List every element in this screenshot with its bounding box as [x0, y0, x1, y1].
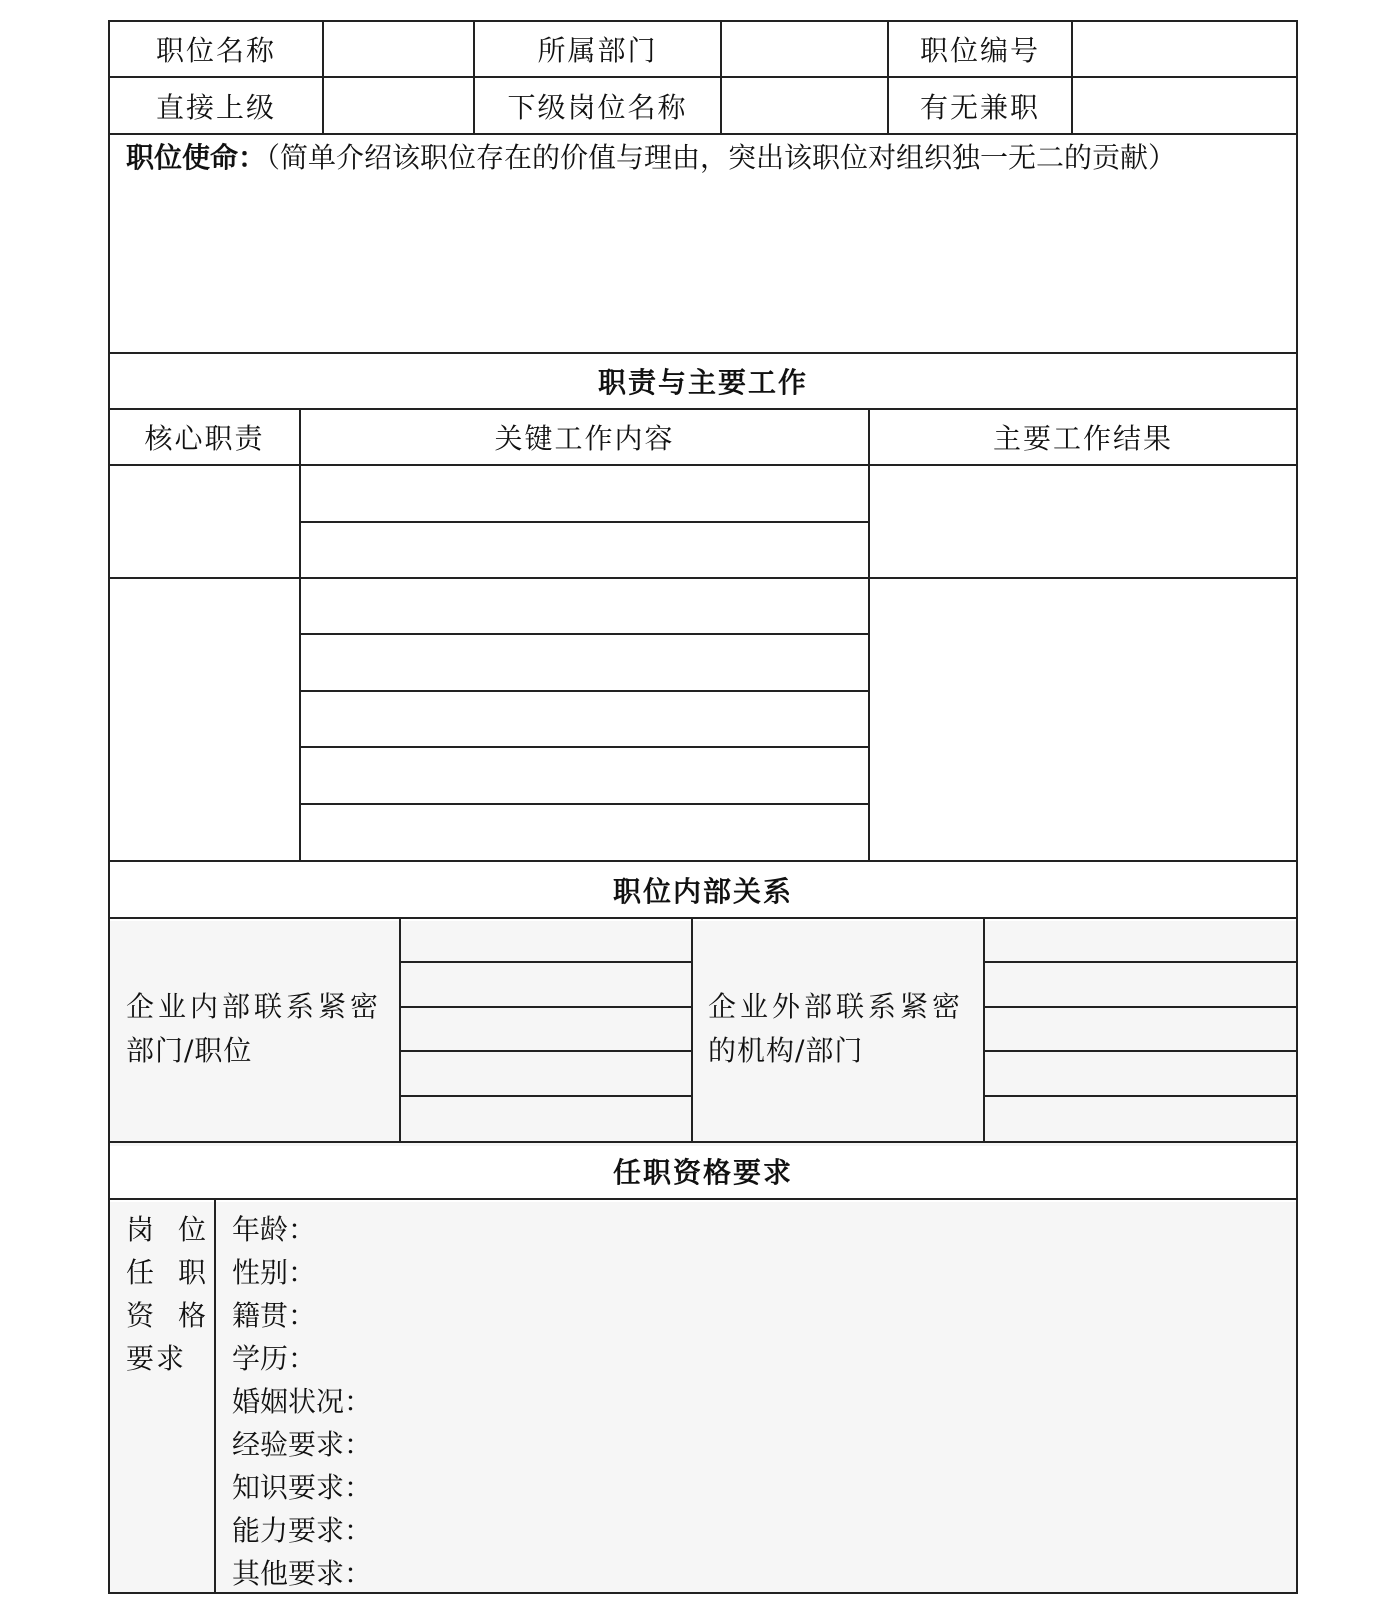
internal-relations-label [126, 985, 382, 1073]
qual-gender: 性别： [232, 1256, 317, 1289]
qualifications-side-label [126, 1208, 230, 1380]
rule [299, 521, 870, 523]
label-part-time: 有无兼职 [919, 90, 1040, 124]
input-part-time[interactable] [1073, 78, 1296, 133]
side-line-2: 任职 [126, 1256, 231, 1289]
duties-title: 职责与主要工作 [597, 366, 808, 399]
mission-label: 职位使命： [126, 141, 267, 174]
rule [299, 803, 870, 805]
qual-other: 其他要求： [232, 1557, 373, 1590]
rule [691, 917, 693, 1141]
side-line-4: 要求 [126, 1342, 187, 1375]
qualifications-list [232, 1208, 372, 1595]
qual-marital-status: 婚姻状况： [232, 1385, 373, 1418]
rule [108, 1198, 1298, 1200]
external-relations-line-1: 企业外部联系紧密 [708, 990, 965, 1023]
rule [983, 961, 1298, 963]
mission-input-area[interactable] [110, 180, 1296, 352]
label-position-name: 职位名称 [155, 34, 276, 67]
rule [399, 961, 693, 963]
rule [983, 917, 985, 1141]
label-department: 所属部门 [537, 34, 658, 67]
col-key-content: 关键工作内容 [494, 422, 675, 455]
qual-knowledge: 知识要求： [232, 1471, 373, 1504]
rule [399, 1006, 693, 1008]
rule [108, 464, 1298, 466]
label-subordinate: 下级岗位名称 [507, 90, 688, 124]
external-relations-label [708, 985, 964, 1073]
rule [399, 1050, 693, 1052]
rule [983, 1050, 1298, 1052]
qual-native-place: 籍贯： [232, 1299, 317, 1332]
col-main-result: 主要工作结果 [992, 422, 1173, 455]
rule [108, 133, 1298, 135]
rule [983, 1006, 1298, 1008]
col-core-duty: 核心职责 [144, 422, 265, 455]
input-subordinate[interactable] [722, 78, 887, 133]
rule [299, 690, 870, 692]
rule [108, 577, 1298, 579]
rule [299, 746, 870, 748]
external-relations-line-2: 的机构/部门 [708, 1034, 864, 1067]
rule [108, 917, 1298, 919]
input-position-name[interactable] [324, 22, 473, 76]
rule [399, 1095, 693, 1097]
border-right [1296, 20, 1298, 1594]
label-position-no: 职位编号 [919, 34, 1040, 67]
mission-text [126, 136, 1176, 176]
side-line-3: 资格 [126, 1299, 231, 1332]
side-line-1: 岗位 [126, 1213, 231, 1246]
qual-education: 学历： [232, 1342, 317, 1375]
input-department[interactable] [722, 22, 887, 76]
relations-title: 职位内部关系 [612, 874, 793, 908]
rule [983, 1095, 1298, 1097]
qual-ability: 能力要求： [232, 1514, 373, 1547]
mission-hint: （简单介绍该职位存在的价值与理由，突出该职位对组织独一无二的贡献） [266, 141, 1177, 174]
rule [299, 633, 870, 635]
input-position-no[interactable] [1073, 22, 1296, 76]
label-superior: 直接上级 [155, 90, 276, 124]
qual-experience: 经验要求： [232, 1428, 373, 1461]
qual-age: 年龄： [232, 1213, 317, 1246]
input-superior[interactable] [324, 78, 473, 133]
internal-relations-line-2: 部门/职位 [126, 1034, 253, 1067]
rule [399, 917, 401, 1141]
qualifications-title: 任职资格要求 [612, 1155, 793, 1189]
internal-relations-line-1: 企业内部联系紧密 [126, 990, 383, 1023]
